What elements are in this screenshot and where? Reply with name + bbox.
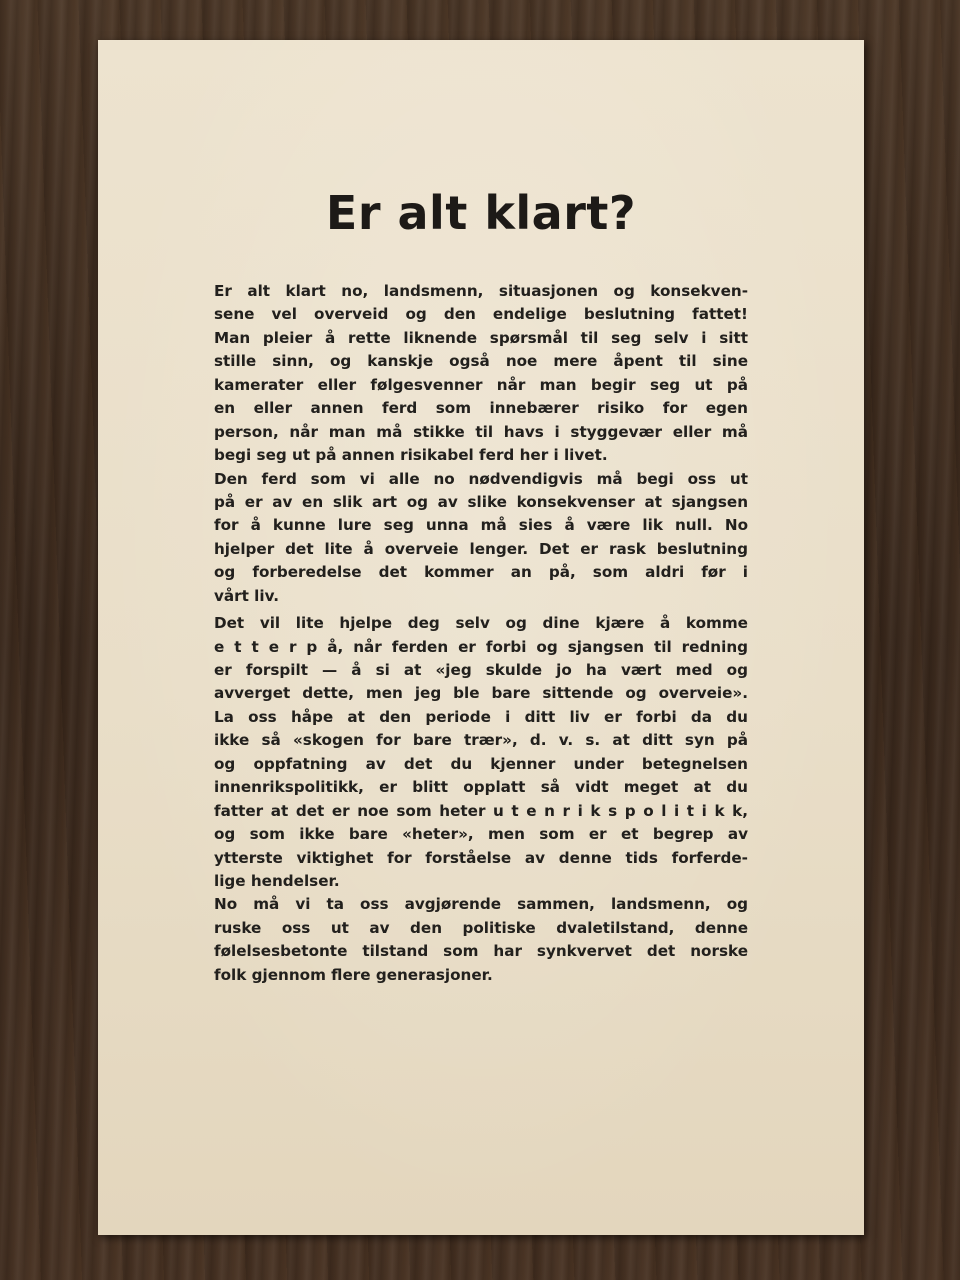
text-line: og som ikke bare «heter», men som er et begrep av	[214, 825, 748, 844]
text-line: e t t e r p å, når ferden er forbi og sjangsen til redning	[214, 637, 748, 656]
text-line: begi seg ut på annen risikabel ferd her i livet.	[214, 446, 608, 465]
text-line: sene vel overveid og den endelige beslutning fattet!	[214, 305, 748, 324]
text-line: kamerater eller følgesvenner når man begir seg ut på	[214, 375, 748, 394]
text-line: lige hendelser.	[214, 871, 340, 890]
text-line: for å kunne lure seg unna må sies å være lik null. No	[214, 516, 748, 535]
text-line: Den ferd som vi alle no nødvendigvis må begi oss ut	[214, 469, 748, 488]
text-line: Man pleier å rette liknende spørsmål til seg selv i sitt	[214, 328, 748, 347]
leaflet-page	[98, 40, 864, 1235]
text-line: stille sinn, og kanskje også noe mere åpent til sine	[214, 352, 748, 371]
text-line: hjelper det lite å overveie lenger. Det er rask beslutning	[214, 539, 748, 558]
text-line: ruske oss ut av den politiske dvaletilstand, denne	[214, 918, 748, 937]
text-line: og oppfatning av det du kjenner under betegnelsen	[214, 754, 748, 773]
document-body	[214, 280, 748, 987]
text-line: og forberedelse det kommer an på, som aldri før i	[214, 563, 748, 582]
text-line: vårt liv.	[214, 586, 280, 605]
document-title: Er alt klart?	[325, 186, 637, 240]
text-line: No må vi ta oss avgjørende sammen, landsmenn, og	[214, 895, 748, 914]
text-line: Det vil lite hjelpe deg selv og dine kjære å komme	[214, 614, 748, 633]
text-line: på er av en slik art og av slike konsekvenser at sjangsen	[214, 492, 748, 511]
text-line: fatter at det er noe som heter u t e n r i k s p o l i t i k k,	[214, 801, 748, 820]
text-line: avverget dette, men jeg ble bare sittende og overveie».	[214, 684, 748, 703]
text-line: innenrikspolitikk, er blitt opplatt så vidt meget at du	[214, 778, 748, 797]
text-line: ikke så «skogen for bare trær», d. v. s. at ditt syn på	[214, 731, 748, 750]
text-line: La oss håpe at den periode i ditt liv er forbi da du	[214, 707, 748, 726]
text-line: person, når man må stikke til havs i styggevær eller må	[214, 422, 748, 441]
text-line: en eller annen ferd som innebærer risiko for egen	[214, 399, 748, 418]
text-line: Er alt klart no, landsmenn, situasjonen og konsekven-	[214, 282, 748, 300]
text-line: følelsesbetonte tilstand som har synkvervet det norske	[214, 942, 748, 961]
text-line: er forspilt — å si at «jeg skulde jo ha vært med og	[214, 661, 748, 679]
text-line: ytterste viktighet for forståelse av denne tids forferde-	[214, 848, 748, 867]
text-line: folk gjennom flere generasjoner.	[214, 965, 493, 984]
